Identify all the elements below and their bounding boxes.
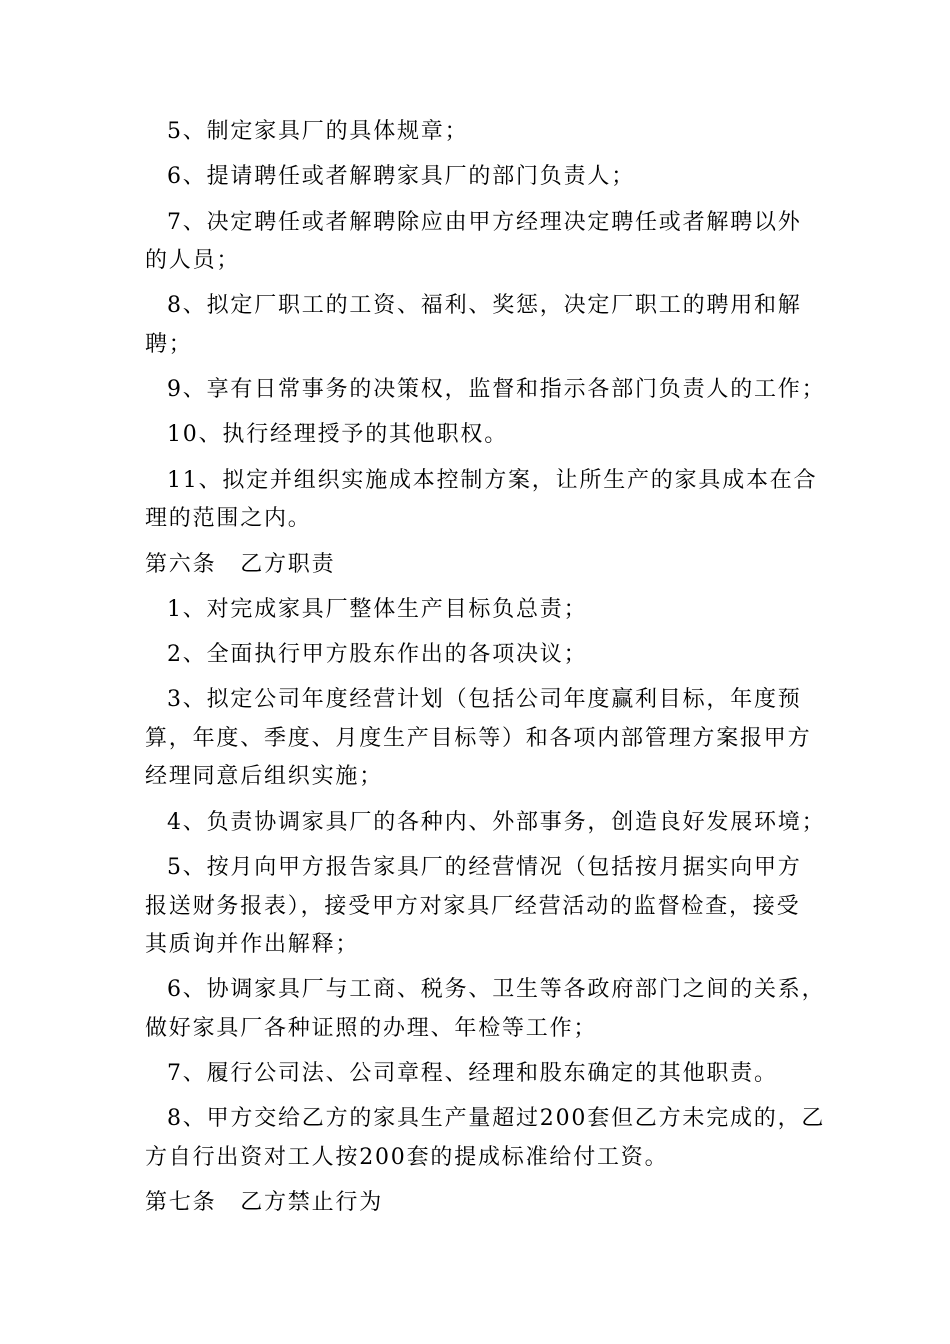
text-line: 1、对完成家具厂整体生产目标负总责； <box>167 596 588 622</box>
text-line: 理的范围之内。 <box>145 506 312 532</box>
text-line: 5、按月向甲方报告家具厂的经营情况（包括按月据实向甲方 <box>167 855 802 881</box>
clause-item <box>145 591 815 630</box>
text-line: 9、享有日常事务的决策权，监督和指示各部门负责人的工作； <box>167 377 826 403</box>
text-line: 10、执行经理授予的其他职权。 <box>167 422 508 448</box>
text-line: 4、负责协调家具厂的各种内、外部事务，创造良好发展环境； <box>167 809 826 835</box>
clause-item <box>145 971 826 1048</box>
text-line: 做好家具厂各种证照的办理、年检等工作； <box>145 1015 598 1041</box>
section-heading <box>145 546 815 585</box>
text-line: 8、甲方交给乙方的家具生产量超过200套但乙方未完成的，乙 <box>167 1106 826 1132</box>
text-line: 其质询并作出解释； <box>145 932 360 958</box>
text-line: 7、决定聘任或者解聘除应由甲方经理决定聘任或者解聘以外 <box>167 209 802 235</box>
clause-item <box>145 287 815 364</box>
clause-item <box>145 416 815 455</box>
clause-item <box>145 681 815 797</box>
clause-item <box>145 462 818 539</box>
clause-item <box>145 804 826 843</box>
text-line: 6、协调家具厂与工商、税务、卫生等各政府部门之间的关系， <box>167 977 826 1003</box>
text-line: 经理同意后组织实施； <box>145 764 384 790</box>
text-line: 方自行出资对工人按200套的提成标准给付工资。 <box>145 1144 669 1170</box>
heading-text: 第六条 乙方职责 <box>145 551 336 577</box>
text-line: 8、拟定厂职工的工资、福利、奖惩，决定厂职工的聘用和解 <box>167 293 802 319</box>
text-line: 的人员； <box>145 248 241 274</box>
clause-item <box>145 1100 826 1177</box>
heading-text: 第七条 乙方禁止行为 <box>145 1190 384 1216</box>
section-heading <box>145 1184 815 1223</box>
text-line: 2、全面执行甲方股东作出的各项决议； <box>167 642 588 668</box>
clause-item <box>145 1055 815 1094</box>
text-line: 5、制定家具厂的具体规章； <box>167 119 469 144</box>
text-line: 聘； <box>145 331 193 357</box>
text-line: 11、拟定并组织实施成本控制方案，让所生产的家具成本在合 <box>167 467 818 493</box>
document-body <box>145 113 826 1230</box>
clause-item <box>145 371 826 410</box>
text-line: 3、拟定公司年度经营计划（包括公司年度赢利目标，年度预 <box>167 687 802 713</box>
clause-item <box>145 636 815 675</box>
text-line: 报送财务报表），接受甲方对家具厂经营活动的监督检查，接受 <box>145 893 801 919</box>
text-line: 7、履行公司法、公司章程、经理和股东确定的其他职责。 <box>167 1061 778 1087</box>
text-line: 算，年度、季度、月度生产目标等）和各项内部管理方案报甲方 <box>145 725 812 751</box>
text-line: 6、提请聘任或者解聘家具厂的部门负责人； <box>167 164 635 190</box>
clause-item <box>145 849 815 965</box>
clause-item <box>145 158 815 197</box>
clause-item <box>145 204 815 281</box>
clause-item <box>145 113 815 152</box>
